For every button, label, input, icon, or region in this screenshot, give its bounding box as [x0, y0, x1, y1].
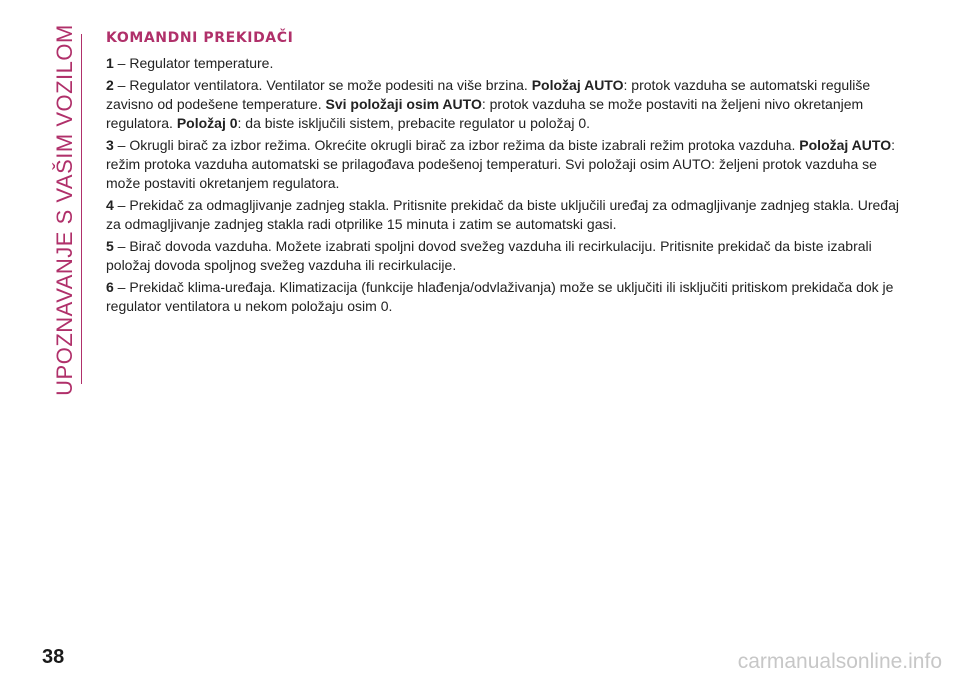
- item-bold-term: Položaj 0: [176, 115, 238, 131]
- item-text: – Okrugli birač za izbor režima. Okrećite okrugli birač za izbor režima da biste izabrali režim protoka vazduha.: [113, 137, 800, 153]
- item-text: : režim protoka vazduha automatski se prilagođava podešenoj temperaturi. Svi položaji osim AUTO: željeni protok vazduha se može postaviti okretanjem regulatora.: [106, 137, 895, 191]
- list-item-1: [106, 54, 906, 73]
- item-number: 1: [106, 55, 114, 71]
- list-item-2: [106, 76, 906, 133]
- item-bold-term: Položaj AUTO: [531, 77, 624, 93]
- section-heading: KOMANDNI PREKIDAČI: [106, 30, 294, 46]
- item-number: 4: [106, 197, 114, 213]
- chapter-title-text: UPOZNAVANJE S VAŠIM VOZILOM: [52, 24, 78, 396]
- watermark-logo-text: carmanualsonline.info: [737, 650, 942, 673]
- item-text: : da biste isključili sistem, prebacite regulator u položaj 0.: [237, 115, 591, 131]
- list-item-4: [106, 196, 906, 234]
- item-number: 6: [106, 279, 114, 295]
- item-text: – Regulator temperature.: [113, 55, 274, 71]
- item-text: – Birač dovoda vazduha. Možete izabrati spoljni dovod svežeg vazduha ili recirkulaciju. Pritisnite prekidač da biste izabrali položaj dovoda spoljnog svežeg vazduha ili recirkulacije.: [106, 238, 872, 273]
- main-content: [106, 30, 906, 319]
- item-text: : protok vazduha se može postaviti na željeni nivo okretanjem regulatora.: [106, 96, 864, 131]
- item-text: – Regulator ventilatora. Ventilator se može podesiti na više brzina.: [113, 77, 532, 93]
- item-text: – Prekidač za odmagljivanje zadnjeg stakla. Pritisnite prekidač da biste uključili uređaj za odmagljivanje zadnjeg stakla. Uređaj za odmagljivanje zadnjeg stakla radi otprilike 15 minuta i zatim se automatski gasi.: [106, 197, 899, 232]
- item-number: 3: [106, 137, 114, 153]
- list-item-3: [106, 136, 906, 193]
- item-number: 2: [106, 77, 114, 93]
- page-number: 38: [42, 646, 65, 668]
- item-text: : protok vazduha se automatski reguliše zavisno od podešene temperature.: [106, 77, 871, 112]
- item-text: – Prekidač klima-uređaja. Klimatizacija (funkcije hlađenja/odvlaživanja) može se uključiti ili isključiti pritiskom prekidača dok je regulator ventilatora u nekom položaju osim 0.: [106, 279, 894, 314]
- list-item-5: [106, 237, 906, 275]
- list-item-6: [106, 278, 906, 316]
- item-number: 5: [106, 238, 114, 254]
- chapter-title-vertical: [40, 24, 90, 396]
- chapter-divider-line: [81, 34, 82, 384]
- item-bold-term: Svi položaji osim AUTO: [325, 96, 482, 112]
- item-bold-term: Položaj AUTO: [799, 137, 892, 153]
